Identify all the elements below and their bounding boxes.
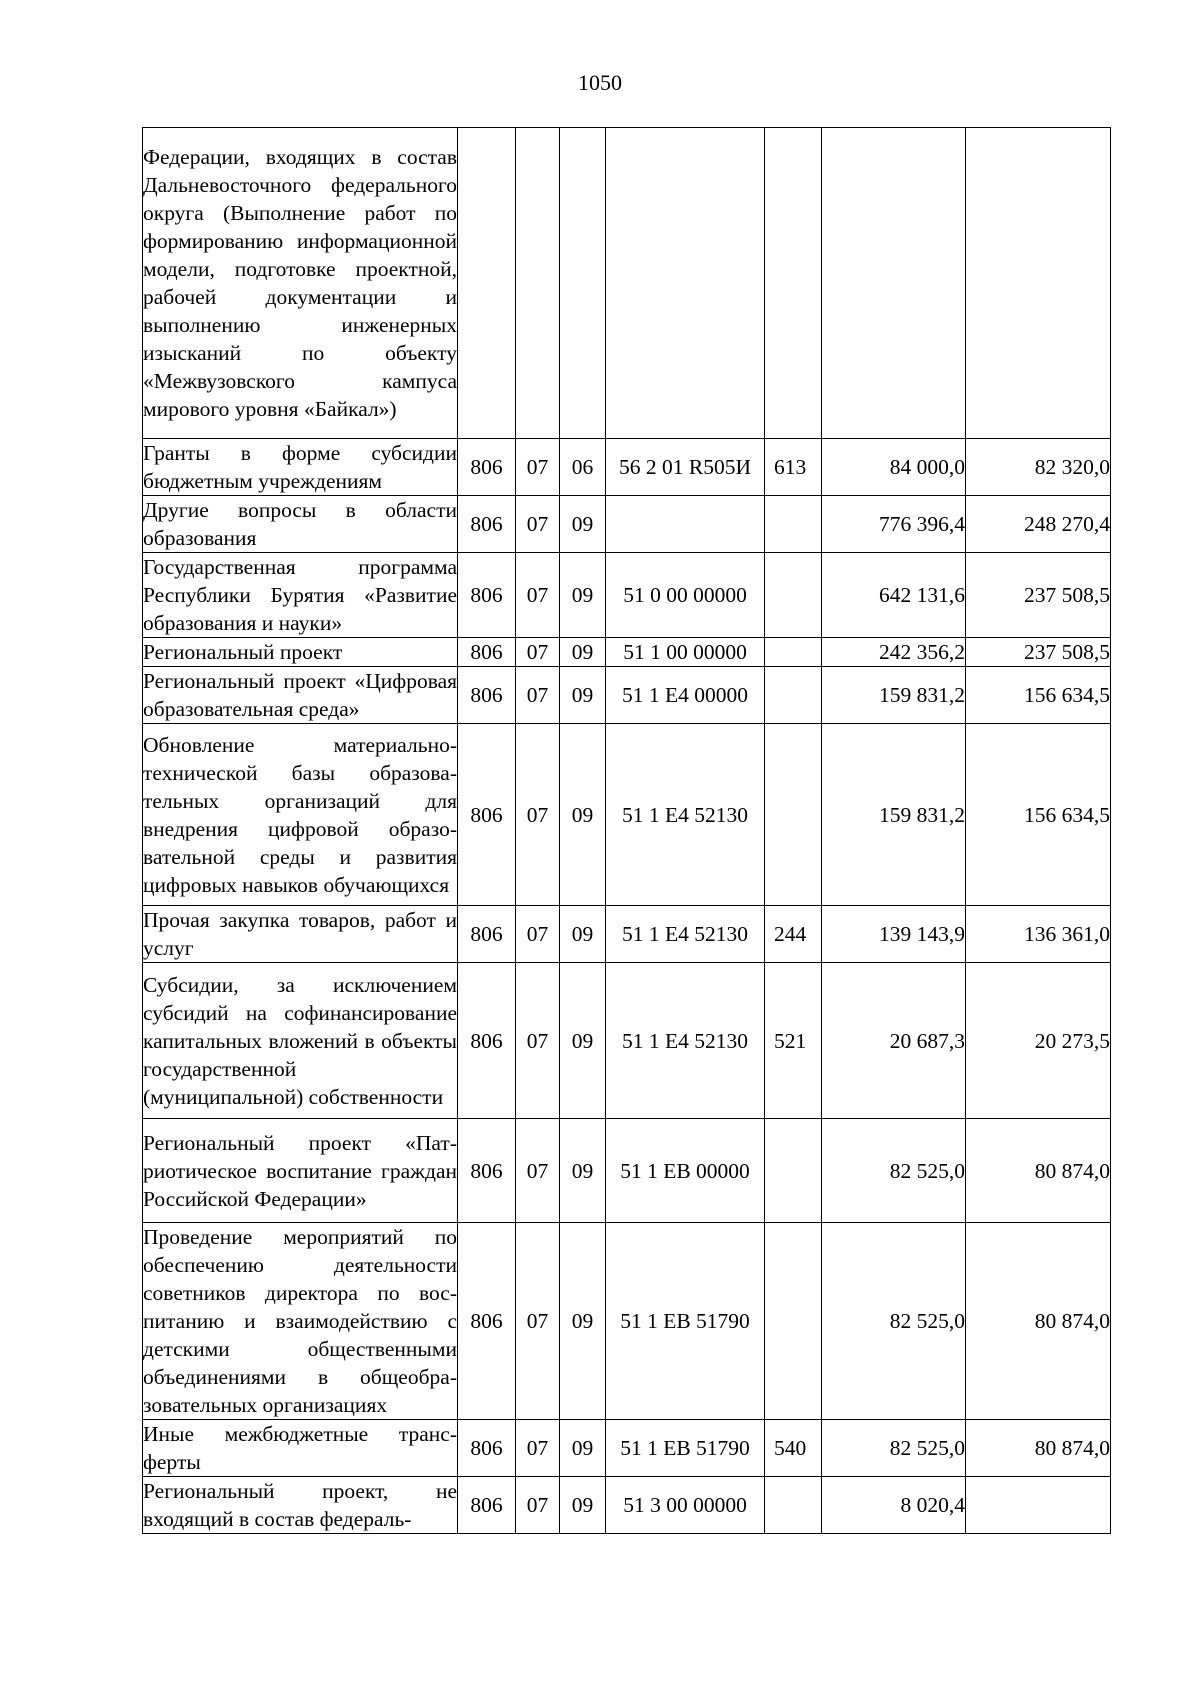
table-row bbox=[143, 638, 1111, 667]
expense-type-cell bbox=[765, 667, 822, 724]
row-name-cell: Прочая закупка товаров, работ и услуг bbox=[143, 906, 458, 963]
amount-2-cell: 80 874,0 bbox=[966, 1119, 1111, 1223]
subsection-code-cell: 09 bbox=[560, 496, 606, 553]
table-row bbox=[143, 128, 1111, 439]
row-name-cell: Субсидии, за исключением субсидий на софинансирование капитальных вложений в объекты государственной (муниципальной) собственности bbox=[143, 963, 458, 1119]
expense-type-cell: 521 bbox=[765, 963, 822, 1119]
budget-table bbox=[142, 127, 1111, 1534]
row-name-cell: Проведение мероприятий по обеспечению деятельности советников директора по воспитанию и взаимодействию с детскими общественными объединениями в общеобразовательных организациях bbox=[143, 1223, 458, 1420]
table-row bbox=[143, 906, 1111, 963]
section-code-cell: 07 bbox=[516, 496, 560, 553]
ministry-code-cell: 806 bbox=[458, 724, 516, 906]
row-name-cell: Федерации, входящих в состав Дальневосточного федерального округа (Выполнение работ по формированию информационной модели, подготовке проектной, рабочей документации и выполнению инженерных изысканий по объекту «Межвузовского кампуса мирового уровня «Байкал») bbox=[143, 128, 458, 439]
ministry-code-cell: 806 bbox=[458, 1223, 516, 1420]
expense-type-cell: 244 bbox=[765, 906, 822, 963]
subsection-code-cell: 09 bbox=[560, 1119, 606, 1223]
amount-2-cell: 136 361,0 bbox=[966, 906, 1111, 963]
expense-type-cell: 613 bbox=[765, 439, 822, 496]
target-article-cell: 51 1 EB 51790 bbox=[606, 1420, 765, 1477]
amount-2-cell: 80 874,0 bbox=[966, 1420, 1111, 1477]
target-article-cell: 51 1 E4 52130 bbox=[606, 906, 765, 963]
amount-2-cell: 20 273,5 bbox=[966, 963, 1111, 1119]
ministry-code-cell: 806 bbox=[458, 963, 516, 1119]
section-code-cell: 07 bbox=[516, 724, 560, 906]
subsection-code-cell: 06 bbox=[560, 439, 606, 496]
target-article-cell: 51 1 E4 52130 bbox=[606, 724, 765, 906]
ministry-code-cell: 806 bbox=[458, 906, 516, 963]
amount-1-cell: 8 020,4 bbox=[822, 1477, 966, 1534]
row-name-cell: Региональный проект, не входящий в состав федераль- bbox=[143, 1477, 458, 1534]
amount-1-cell: 642 131,6 bbox=[822, 553, 966, 638]
table-row bbox=[143, 1119, 1111, 1223]
row-name-cell: Региональный проект bbox=[143, 638, 458, 667]
target-article-cell: 51 1 EB 00000 bbox=[606, 1119, 765, 1223]
section-code-cell: 07 bbox=[516, 963, 560, 1119]
subsection-code-cell: 09 bbox=[560, 963, 606, 1119]
target-article-cell bbox=[606, 128, 765, 439]
ministry-code-cell: 806 bbox=[458, 638, 516, 667]
target-article-cell: 51 3 00 00000 bbox=[606, 1477, 765, 1534]
ministry-code-cell: 806 bbox=[458, 1477, 516, 1534]
target-article-cell: 51 1 E4 00000 bbox=[606, 667, 765, 724]
expense-type-cell bbox=[765, 638, 822, 667]
expense-type-cell bbox=[765, 1477, 822, 1534]
amount-1-cell: 84 000,0 bbox=[822, 439, 966, 496]
section-code-cell: 07 bbox=[516, 667, 560, 724]
amount-1-cell: 159 831,2 bbox=[822, 724, 966, 906]
table-row bbox=[143, 1420, 1111, 1477]
target-article-cell: 51 1 00 00000 bbox=[606, 638, 765, 667]
amount-2-cell: 237 508,5 bbox=[966, 638, 1111, 667]
ministry-code-cell: 806 bbox=[458, 667, 516, 724]
section-code-cell: 07 bbox=[516, 1477, 560, 1534]
row-name-cell: Иные межбюджетные трансферты bbox=[143, 1420, 458, 1477]
amount-1-cell: 139 143,9 bbox=[822, 906, 966, 963]
page-number: 1050 bbox=[578, 70, 622, 95]
amount-1-cell: 776 396,4 bbox=[822, 496, 966, 553]
section-code-cell: 07 bbox=[516, 906, 560, 963]
amount-1-cell: 82 525,0 bbox=[822, 1119, 966, 1223]
row-name-cell: Региональный проект «Патриотическое воспитание граждан Российской Федерации» bbox=[143, 1119, 458, 1223]
subsection-code-cell: 09 bbox=[560, 1477, 606, 1534]
ministry-code-cell: 806 bbox=[458, 1119, 516, 1223]
target-article-cell: 56 2 01 R505И bbox=[606, 439, 765, 496]
target-article-cell bbox=[606, 496, 765, 553]
amount-1-cell: 82 525,0 bbox=[822, 1223, 966, 1420]
ministry-code-cell: 806 bbox=[458, 553, 516, 638]
subsection-code-cell: 09 bbox=[560, 1223, 606, 1420]
section-code-cell: 07 bbox=[516, 553, 560, 638]
row-name-cell: Гранты в форме субсидии бюджетным учреждениям bbox=[143, 439, 458, 496]
ministry-code-cell bbox=[458, 128, 516, 439]
table-row bbox=[143, 1477, 1111, 1534]
subsection-code-cell: 09 bbox=[560, 724, 606, 906]
table-row bbox=[143, 724, 1111, 906]
target-article-cell: 51 1 E4 52130 bbox=[606, 963, 765, 1119]
table-row bbox=[143, 439, 1111, 496]
table-row bbox=[143, 496, 1111, 553]
section-code-cell: 07 bbox=[516, 1119, 560, 1223]
expense-type-cell: 540 bbox=[765, 1420, 822, 1477]
row-name-cell: Государственная программа Республики Бурятия «Развитие образования и науки» bbox=[143, 553, 458, 638]
amount-2-cell: 248 270,4 bbox=[966, 496, 1111, 553]
section-code-cell: 07 bbox=[516, 638, 560, 667]
ministry-code-cell: 806 bbox=[458, 496, 516, 553]
amount-2-cell: 82 320,0 bbox=[966, 439, 1111, 496]
expense-type-cell bbox=[765, 1119, 822, 1223]
table-row bbox=[143, 1223, 1111, 1420]
table-row bbox=[143, 963, 1111, 1119]
amount-2-cell bbox=[966, 128, 1111, 439]
amount-1-cell: 159 831,2 bbox=[822, 667, 966, 724]
target-article-cell: 51 1 EB 51790 bbox=[606, 1223, 765, 1420]
section-code-cell: 07 bbox=[516, 1420, 560, 1477]
expense-type-cell bbox=[765, 1223, 822, 1420]
row-name-cell: Обновление материально-технической базы образовательных организаций для внедрения цифровой образовательной среды и развития цифровых навыков обучающихся bbox=[143, 724, 458, 906]
amount-1-cell: 82 525,0 bbox=[822, 1420, 966, 1477]
expense-type-cell bbox=[765, 128, 822, 439]
section-code-cell: 07 bbox=[516, 1223, 560, 1420]
amount-2-cell: 156 634,5 bbox=[966, 724, 1111, 906]
row-name-cell: Региональный проект «Цифровая образовательная среда» bbox=[143, 667, 458, 724]
amount-1-cell bbox=[822, 128, 966, 439]
amount-2-cell: 237 508,5 bbox=[966, 553, 1111, 638]
expense-type-cell bbox=[765, 496, 822, 553]
ministry-code-cell: 806 bbox=[458, 1420, 516, 1477]
ministry-code-cell: 806 bbox=[458, 439, 516, 496]
expense-type-cell bbox=[765, 724, 822, 906]
row-name-cell: Другие вопросы в области образования bbox=[143, 496, 458, 553]
subsection-code-cell: 09 bbox=[560, 667, 606, 724]
table-row bbox=[143, 667, 1111, 724]
amount-1-cell: 242 356,2 bbox=[822, 638, 966, 667]
subsection-code-cell: 09 bbox=[560, 638, 606, 667]
target-article-cell: 51 0 00 00000 bbox=[606, 553, 765, 638]
section-code-cell bbox=[516, 128, 560, 439]
subsection-code-cell: 09 bbox=[560, 906, 606, 963]
amount-2-cell bbox=[966, 1477, 1111, 1534]
amount-1-cell: 20 687,3 bbox=[822, 963, 966, 1119]
amount-2-cell: 156 634,5 bbox=[966, 667, 1111, 724]
table-body bbox=[143, 128, 1111, 1534]
subsection-code-cell: 09 bbox=[560, 1420, 606, 1477]
amount-2-cell: 80 874,0 bbox=[966, 1223, 1111, 1420]
subsection-code-cell bbox=[560, 128, 606, 439]
section-code-cell: 07 bbox=[516, 439, 560, 496]
expense-type-cell bbox=[765, 553, 822, 638]
table-row bbox=[143, 553, 1111, 638]
subsection-code-cell: 09 bbox=[560, 553, 606, 638]
